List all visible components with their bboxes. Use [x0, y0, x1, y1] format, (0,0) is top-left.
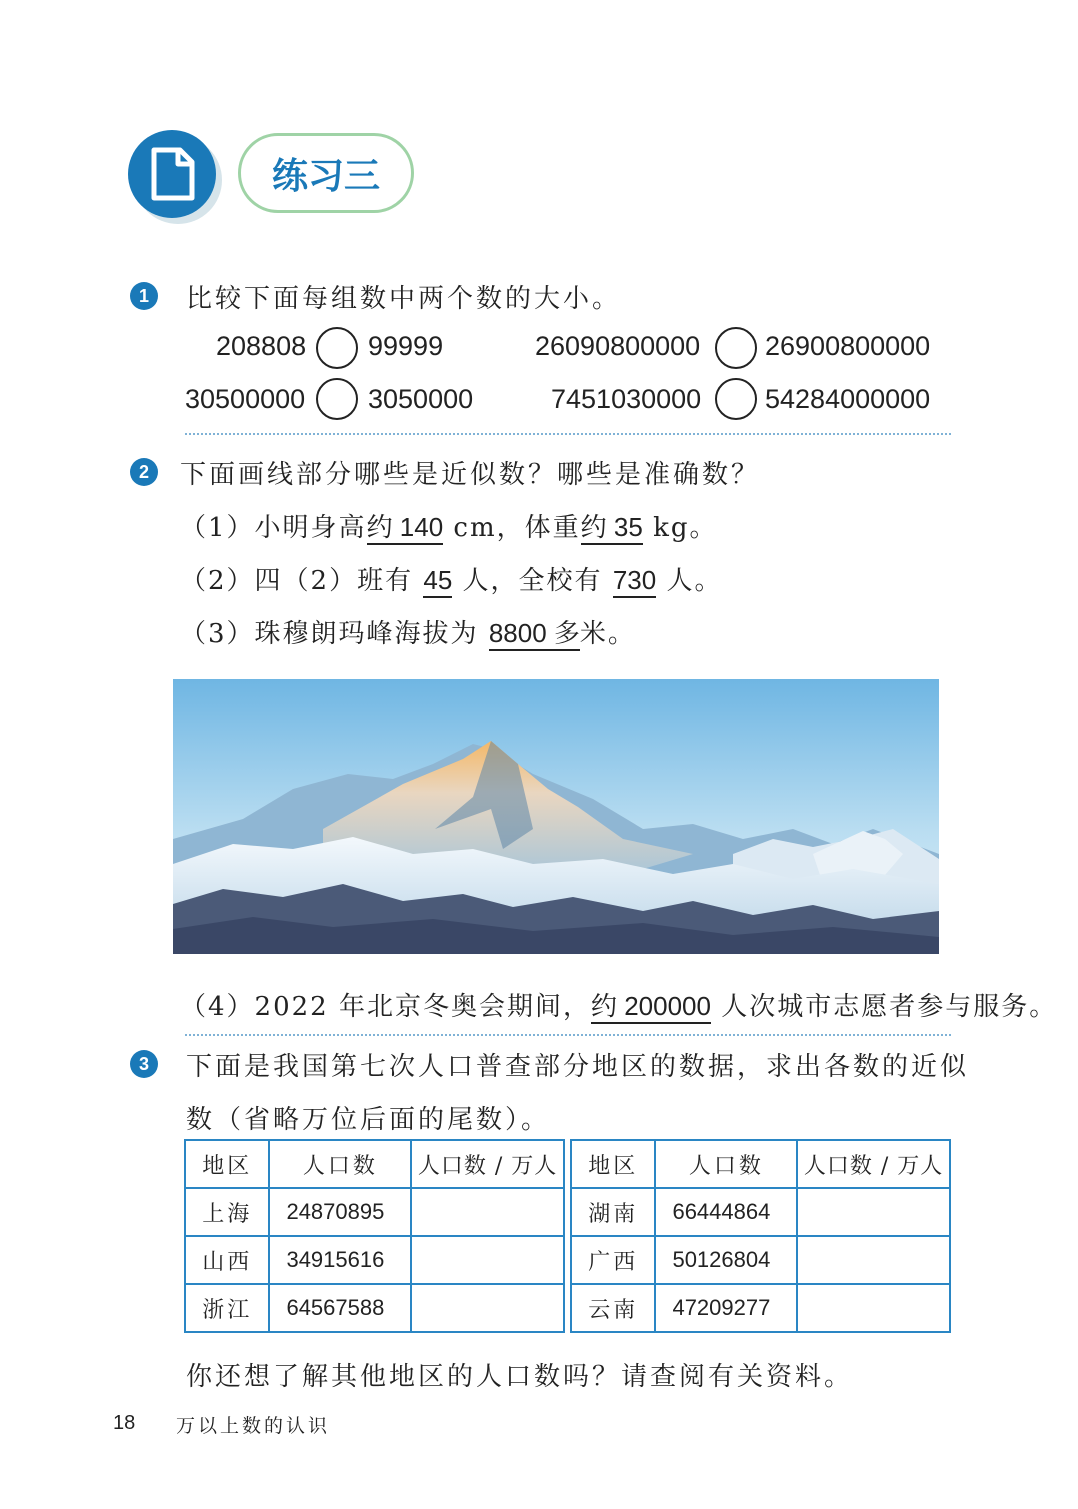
item-text: 小明身高 — [254, 513, 367, 543]
underlined-value: 45 — [423, 565, 452, 598]
region-cell: 广西 — [571, 1236, 655, 1284]
question-2-item-4 — [180, 986, 1057, 1023]
answer-cell[interactable] — [797, 1236, 950, 1284]
item-text: 人，全校有 — [452, 566, 613, 596]
table-row — [185, 1236, 564, 1284]
item-text: kg。 — [642, 513, 718, 543]
item-text: cm，体重 — [443, 513, 581, 543]
document-icon — [128, 130, 216, 218]
answer-cell[interactable] — [411, 1236, 564, 1284]
compare-left-a: 208808 — [216, 331, 307, 361]
population-cell: 47209277 — [655, 1284, 797, 1332]
item-index: （2） — [180, 566, 255, 596]
population-cell: 24870895 — [269, 1188, 411, 1236]
underlined-value: 约 200000 — [591, 991, 711, 1024]
followup-text: 你还想了解其他地区的人口数吗？请查阅有关资料。 — [186, 1362, 854, 1392]
question-number-1: 1 — [130, 282, 158, 310]
answer-cell[interactable] — [797, 1188, 950, 1236]
underlined-value: 8800 多 — [489, 618, 580, 651]
question-3-text-line1: 下面是我国第七次人口普查部分地区的数据，求出各数的近似 — [186, 1052, 970, 1082]
header-population-wan: 人口数 / 万人 — [797, 1140, 950, 1188]
compare-blank-circle[interactable] — [316, 327, 358, 369]
header-region: 地区 — [185, 1140, 269, 1188]
region-cell: 浙江 — [185, 1284, 269, 1332]
item-text: 珠穆朗玛峰海拔为 — [254, 619, 489, 649]
population-cell: 50126804 — [655, 1236, 797, 1284]
region-cell: 山西 — [185, 1236, 269, 1284]
item-text: 2022 年北京冬奥会期间， — [254, 992, 591, 1022]
underlined-value: 730 — [613, 565, 656, 598]
population-table-right — [570, 1139, 951, 1333]
mount-everest-illustration — [173, 679, 939, 954]
population-table-left — [184, 1139, 565, 1333]
item-index: （3） — [180, 619, 255, 649]
region-cell: 湖南 — [571, 1188, 655, 1236]
table-row — [571, 1188, 950, 1236]
item-text: 人。 — [656, 566, 723, 596]
compare-right-b: 54284000000 — [765, 384, 931, 414]
divider — [185, 433, 951, 435]
item-text: 四（2）班有 — [254, 566, 424, 596]
compare-right-a: 7451030000 — [551, 384, 702, 414]
question-number-2: 2 — [130, 458, 158, 486]
compare-left-b: 3050000 — [368, 384, 474, 414]
page-number: 18 — [113, 1412, 136, 1434]
population-cell: 64567588 — [269, 1284, 411, 1332]
underlined-value: 约 140 — [367, 512, 444, 545]
population-table — [184, 1139, 951, 1331]
table-row — [185, 1284, 564, 1332]
mountain-image — [173, 679, 939, 954]
answer-cell[interactable] — [797, 1284, 950, 1332]
compare-left-a: 30500000 — [185, 384, 306, 414]
region-cell: 云南 — [571, 1284, 655, 1332]
header-population: 人口数 — [269, 1140, 411, 1188]
table-row — [571, 1236, 950, 1284]
header-population: 人口数 — [655, 1140, 797, 1188]
table-row — [571, 1284, 950, 1332]
item-index: （4） — [180, 992, 255, 1022]
question-2-item-1 — [180, 507, 717, 544]
question-2-item-3 — [180, 613, 636, 650]
item-text: 人次城市志愿者参与服务。 — [710, 992, 1058, 1022]
population-cell: 34915616 — [269, 1236, 411, 1284]
compare-right-b: 26900800000 — [765, 331, 931, 361]
region-cell: 上海 — [185, 1188, 269, 1236]
question-3-text-line2: 数（省略万位后面的尾数）。 — [186, 1105, 551, 1135]
exercise-badge — [128, 130, 216, 218]
question-2-item-2 — [180, 560, 722, 597]
answer-cell[interactable] — [411, 1284, 564, 1332]
page-title: 练习三 — [238, 133, 414, 213]
question-number-3: 3 — [130, 1050, 158, 1078]
compare-blank-circle[interactable] — [316, 378, 358, 420]
compare-left-b: 99999 — [368, 331, 444, 361]
population-cell: 66444864 — [655, 1188, 797, 1236]
divider — [185, 1034, 951, 1036]
item-index: （1） — [180, 513, 255, 543]
question-2-text: 下面画线部分哪些是近似数？哪些是准确数？ — [180, 460, 761, 490]
compare-right-a: 26090800000 — [535, 331, 701, 361]
answer-cell[interactable] — [411, 1188, 564, 1236]
underlined-value: 约 35 — [581, 512, 643, 545]
compare-blank-circle[interactable] — [715, 327, 757, 369]
header-population-wan: 人口数 / 万人 — [411, 1140, 564, 1188]
question-1-text: 比较下面每组数中两个数的大小。 — [186, 284, 622, 314]
table-header-row — [571, 1140, 950, 1188]
header-region: 地区 — [571, 1140, 655, 1188]
table-header-row — [185, 1140, 564, 1188]
table-row — [185, 1188, 564, 1236]
chapter-title: 万以上数的认识 — [176, 1415, 331, 1437]
item-text: 米。 — [579, 619, 636, 649]
compare-blank-circle[interactable] — [715, 378, 757, 420]
